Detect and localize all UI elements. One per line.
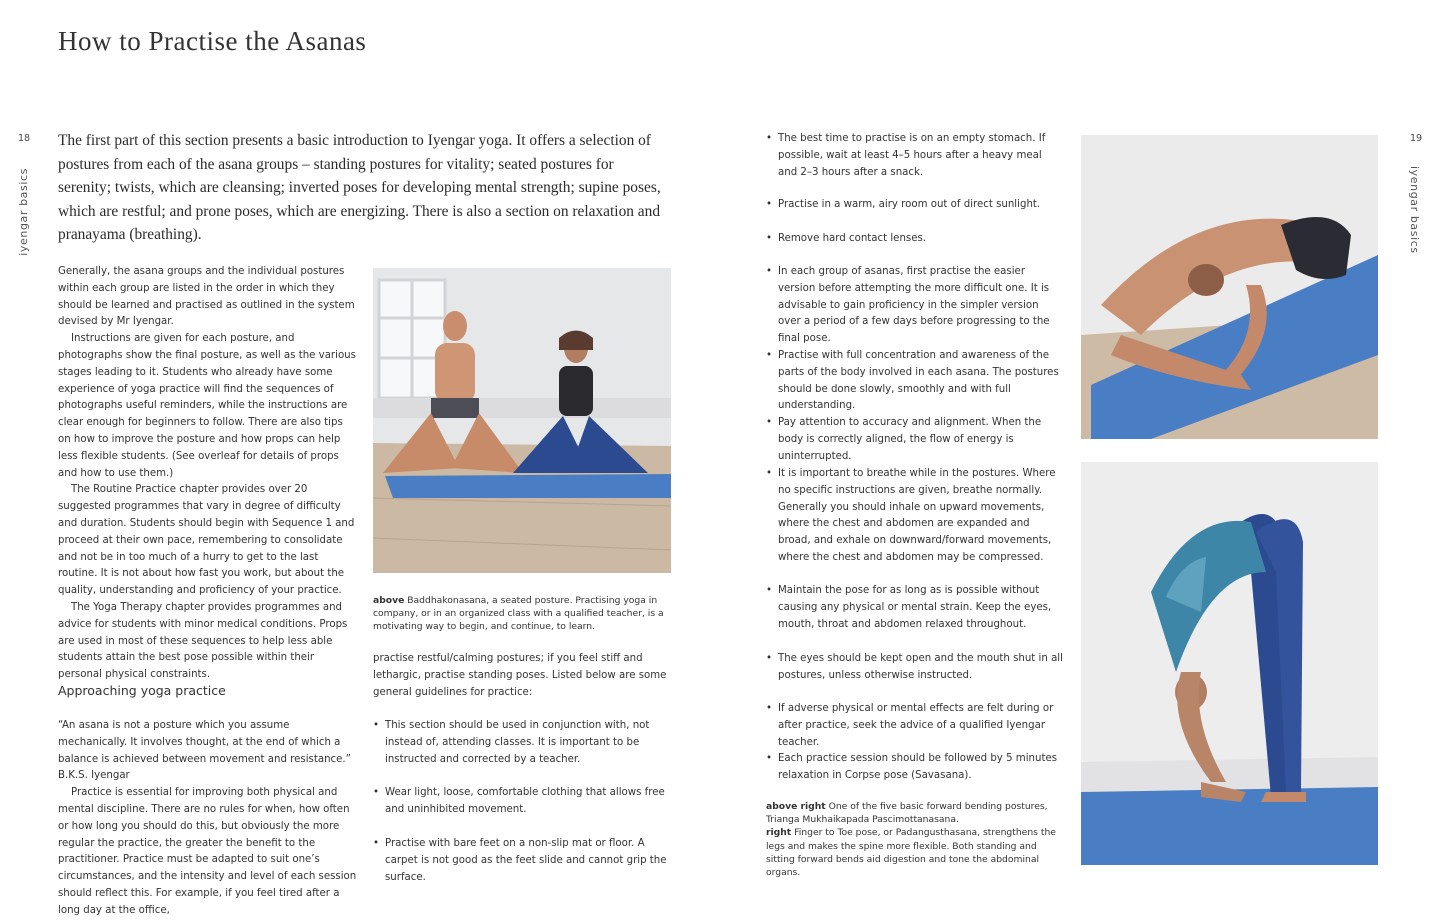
caption-text: Baddhakonasana, a seated posture. Practising yoga in company, or in an organized class with a qualified teacher, is a motivating way to begin, and continue, to learn.: [373, 595, 664, 633]
column-1: [58, 264, 358, 684]
photo-baddhakonasana: [373, 268, 671, 573]
caption-label: above: [373, 595, 405, 606]
running-head-left: iyengar basics: [17, 168, 30, 256]
paragraph: The Yoga Therapy chapter provides programmes and advice for students with minor medical conditions. Props are used in most of these sequences to help less able students attain the best pose possible within their personal physical constraints.: [58, 601, 348, 681]
photo-left-caption: [373, 594, 669, 634]
caption-label: above right: [766, 801, 826, 812]
photo-right-caption: [766, 800, 1062, 879]
subheading: Approaching yoga practice: [58, 683, 226, 698]
caption-text: One of the five basic forward bending postures, Trianga Mukhaikapada Pascimottanasana.: [766, 801, 1048, 826]
bullet-item: • If adverse physical or mental effects are felt during or after practice, seek the advice of a qualified Iyengar teacher.: [766, 701, 1076, 751]
bullet-item: • Each practice session should be followed by 5 minutes relaxation in Corpse pose (Savasana).: [766, 751, 1064, 785]
running-head-right: iyengar basics: [1408, 166, 1421, 254]
page-title: How to Practise the Asanas: [58, 26, 367, 56]
column-2-text: practise restful/calming postures; if you feel stiff and lethargic, practise standing poses. Listed below are some general guidelines for practice:: [373, 653, 667, 698]
quote-paragraph: “An asana is not a posture which you assume mechanically. It involves thought, at the end of which a balance is achieved between movement and resistance.” B.K.S. Iyengar: [58, 720, 351, 782]
paragraph: Instructions are given for each posture, and photographs show the final posture, as well as the various stages leading to it. Students who already have some experience of yoga practice will find the sequences of photographs useful reminders, while the instructions are clear enough for beginners to follow. There are also tips on how to improve the posture and how props can help less flexible students. (See overleaf for details of props and how to use them.): [58, 333, 356, 479]
photo-padangusthasana: [1081, 462, 1378, 865]
bullet-item: • In each group of asanas, first practise the easier version before attempting the more difficult one. It is advisable to gain proficiency in the simpler version over a period of a few days before progressing to the final pose.: [766, 264, 1064, 348]
paragraph: Practice is essential for improving both physical and mental discipline. There are no rules for when, how often or how long you should do this, but obviously the more regular the practice, the greater the benefit to the practitioner. Practice must be adapted to suit one’s circumstances, and the intensity and level of each session should reflect this. For example, if you feel tired after a long day at the office,: [58, 787, 357, 916]
intro-paragraph: The first part of this section presents a basic introduction to Iyengar yoga. It offers a selection of postures from each of the asana groups – standing postures for vitality; seated postures for serenity; twists, which are cleansing; inverted poses for developing mental strength; supine poses, which are restful; and prone poses, which are energizing. There is also a section on relaxation and pranayama (breathing).: [58, 132, 661, 244]
bullet-item: • Practise with full concentration and awareness of the parts of the body involved in each asana. The postures should be done slowly, smoothly and with full understanding.: [766, 348, 1068, 415]
folio-right: 19: [1410, 133, 1423, 144]
folio-left: 18: [18, 133, 31, 144]
bullet-item: • Practise with bare feet on a non-slip mat or floor. A carpet is not good as the feet slide and cannot grip the surface.: [373, 836, 673, 886]
paragraph: The Routine Practice chapter provides over 20 suggested programmes that vary in degree of difficulty and duration. Students should begin with Sequence 1 and proceed at their own pace, remembering to consolidate and not be in too much of a hurry to get to the last routine. It is not about how fast you work, but about the quality, understanding and proficiency of your practice.: [58, 484, 355, 597]
photo-forward-bend: [1081, 135, 1378, 439]
paragraph: Generally, the asana groups and the individual postures within each group are listed in the order in which they should be learned and practised as outlined in the system devised by Mr Iyengar.: [58, 266, 355, 328]
column-1b: [58, 718, 358, 920]
bullet-item: • It is important to breathe while in the postures. Where no specific instructions are given, breathe normally. Generally you should inhale on upward movements, where the chest and abdomen are expanded and broad, and exhale on downward/forward movements, where the chest and abdomen may be compressed.: [766, 466, 1064, 567]
bullet-item: • Maintain the pose for as long as is possible without causing any physical or mental strain. Keep the eyes, mouth, throat and abdomen relaxed throughout.: [766, 583, 1064, 633]
caption-text: Finger to Toe pose, or Padangusthasana, strengthens the legs and makes the spine more flexible. Both standing and sitting forward bends aid digestion and tone the abdominal organs.: [766, 827, 1056, 879]
bullet-item: • The eyes should be kept open and the mouth shut in all postures, unless otherwise instructed.: [766, 651, 1064, 685]
bullet-item: • The best time to practise is on an empty stomach. If possible, wait at least 4–5 hours after a heavy meal and 2–3 hours after a snack.: [766, 131, 1064, 181]
caption-label: right: [766, 827, 792, 839]
bullet-item: • Wear light, loose, comfortable clothing that allows free and uninhibited movement.: [373, 785, 673, 819]
bullet-item: • Pay attention to accuracy and alignment. When the body is correctly aligned, the flow of energy is uninterrupted.: [766, 415, 1064, 465]
bullet-item: • This section should be used in conjunction with, not instead of, attending classes. It is important to be instructed and corrected by a teacher.: [373, 718, 673, 768]
bullet-item: • Remove hard contact lenses.: [766, 231, 1064, 248]
bullet-item: • Practise in a warm, airy room out of direct sunlight.: [766, 197, 1064, 214]
